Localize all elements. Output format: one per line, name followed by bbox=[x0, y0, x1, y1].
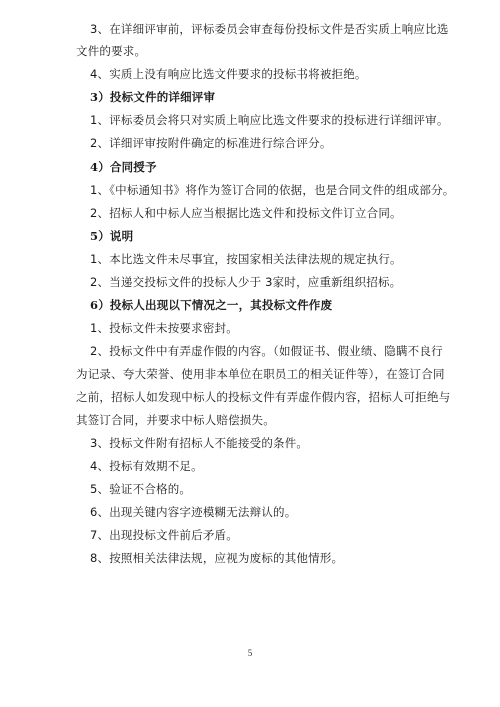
paragraph-s5-item-1: 1、本比选文件未尽事宜，按国家相关法律法规的规定执行。 bbox=[90, 252, 402, 266]
paragraph-item-3-line-1: 3、在详细评审前，评标委员会审查每份投标文件是否实质上响应比选 bbox=[90, 22, 449, 36]
section-heading-detailed-review: 3）投标文件的详细评审 bbox=[90, 90, 216, 104]
paragraph-s4-item-1: 1、《中标通知书》将作为签订合同的依据，也是合同文件的组成部分。 bbox=[90, 183, 455, 197]
paragraph-s6-item-2-line-3: 之前，招标人如发现中标人的投标文件有弄虚作假内容，招标人可拒绝与 bbox=[76, 390, 451, 404]
paragraph-s6-item-1: 1、投标文件未按要求密封。 bbox=[90, 321, 238, 335]
section-heading-invalid-bids: 6）投标人出现以下情况之一，其投标文件作废 bbox=[90, 298, 333, 312]
section-heading-contract-award: 4）合同授予 bbox=[90, 160, 157, 174]
paragraph-item-3-line-2: 文件的要求。 bbox=[76, 44, 147, 58]
section-heading-notes: 5）说明 bbox=[90, 229, 134, 243]
paragraph-s3-item-2: 2、详细评审按附件确定的标准进行综合评分。 bbox=[90, 136, 332, 150]
paragraph-s6-item-2-line-4: 其签订合同，并要求中标人赔偿损失。 bbox=[76, 413, 275, 427]
paragraph-s6-item-2-line-2: 为记录、夸大荣誉、使用非本单位在职员工的相关证件等），在签订合同 bbox=[76, 367, 445, 381]
paragraph-s5-item-2: 2、当递交投标文件的投标人少于 3家时，应重新组织招标。 bbox=[90, 275, 402, 289]
paragraph-s6-item-4: 4、投标有效期不足。 bbox=[90, 459, 203, 473]
paragraph-s6-item-6: 6、出现关键内容字迹模糊无法辩认的。 bbox=[90, 505, 297, 519]
paragraph-s6-item-8: 8、按照相关法律法规，应视为废标的其他情形。 bbox=[90, 551, 344, 565]
page-number: 5 bbox=[247, 648, 253, 658]
paragraph-s6-item-3: 3、投标文件附有招标人不能接受的条件。 bbox=[90, 436, 309, 450]
paragraph-s4-item-2: 2、招标人和中标人应当根据比选文件和投标文件订立合同。 bbox=[90, 206, 402, 220]
paragraph-s6-item-2-line-1: 2、投标文件中有弄虚作假的内容。（如假证书、假业绩、隐瞒不良行 bbox=[90, 344, 443, 358]
paragraph-s6-item-5: 5、验证不合格的。 bbox=[90, 482, 192, 496]
paragraph-s3-item-1: 1、评标委员会将只对实质上响应比选文件要求的投标进行详细评审。 bbox=[90, 113, 449, 127]
paragraph-s6-item-7: 7、出现投标文件前后矛盾。 bbox=[90, 528, 238, 542]
paragraph-item-4: 4、实质上没有响应比选文件要求的投标书将被拒绝。 bbox=[90, 67, 367, 81]
